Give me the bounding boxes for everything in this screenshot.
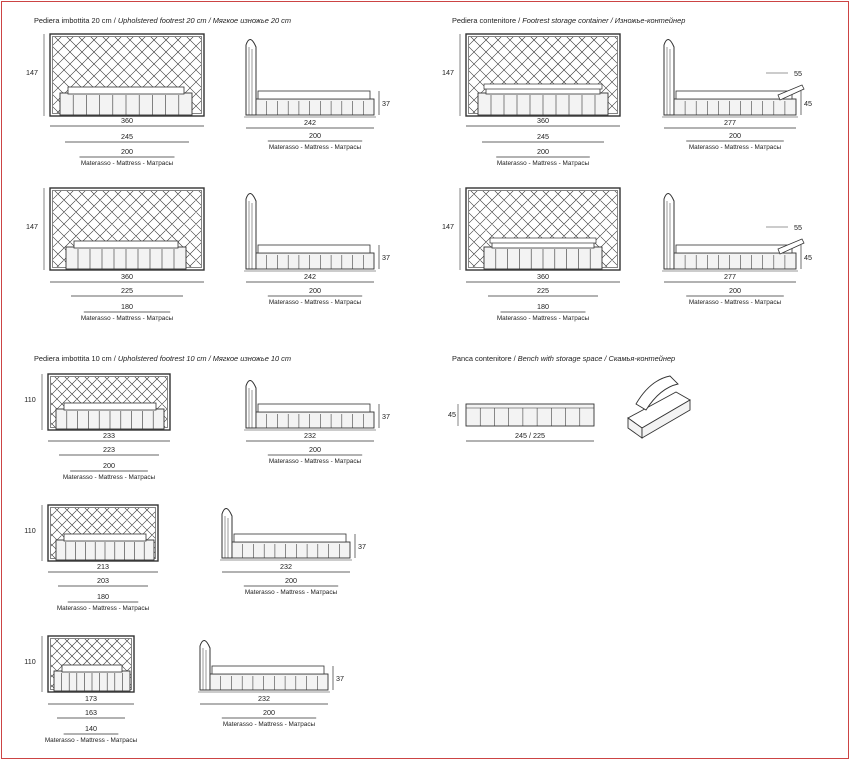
bench-front <box>466 404 594 426</box>
drawing-7-height-label: 110 <box>24 657 36 666</box>
drawing-1-side-length-label: 242 <box>304 118 316 127</box>
drawing-2-side-height-label: 37 <box>382 253 390 262</box>
drawing-2-side-base <box>256 253 374 269</box>
drawing-1-side-headboard <box>246 39 256 115</box>
drawing-2-mattress-caption: Materasso - Mattress - Матрасы <box>80 315 174 322</box>
drawing-4-inner-label: 225 <box>537 286 549 295</box>
drawing-3-inner-label: 245 <box>537 132 549 141</box>
drawing-3-storage-lid <box>484 84 602 89</box>
drawing-5-width-label: 233 <box>103 431 115 440</box>
drawing-4-storage-lid <box>490 238 596 243</box>
drawing-3-side-base <box>674 99 796 115</box>
drawing-3-side-mattress-label: 200 <box>729 131 741 140</box>
drawing-7-side-mattress <box>212 666 324 674</box>
drawing-5-side-mattress-label: 200 <box>309 445 321 454</box>
drawing-4-side-caption: Materasso - Mattress - Матрасы <box>688 299 782 306</box>
drawing-2-side-mattress-label: 200 <box>309 286 321 295</box>
drawing-7-mattress-label: 140 <box>85 724 97 733</box>
section-title-upholstered-20: Pediera imbottita 20 cm / Upholstered footrest 20 cm / Мягкое изножье 20 cm <box>34 16 292 25</box>
drawing-6-front-mattress-top <box>64 534 146 541</box>
drawing-3-side-mattress <box>676 91 792 99</box>
drawing-7-side-headboard <box>200 640 210 690</box>
drawing-7-side-mattress-label: 200 <box>263 708 275 717</box>
bench-height-label: 45 <box>448 410 456 419</box>
drawing-4-mattress-caption: Materasso - Mattress - Матрасы <box>496 315 590 322</box>
drawing-1-side-caption: Materasso - Mattress - Матрасы <box>268 144 362 151</box>
drawing-4-side-length-label: 277 <box>724 272 736 281</box>
section-title-storage: Pediera contenitore / Footrest storage container / Изножье-контейнер <box>452 16 686 25</box>
drawing-4-side-base <box>674 253 796 269</box>
drawing-5-height-label: 110 <box>24 395 36 404</box>
drawing-7-side-caption: Materasso - Mattress - Матрасы <box>222 721 316 728</box>
drawing-2-side-length-label: 242 <box>304 272 316 281</box>
drawing-5-mattress-label: 200 <box>103 461 115 470</box>
drawing-7-width-label: 173 <box>85 694 97 703</box>
drawing-6-width-label: 213 <box>97 562 109 571</box>
drawing-5-side-height-label: 37 <box>382 412 390 421</box>
drawing-6-side-caption: Materasso - Mattress - Матрасы <box>244 589 338 596</box>
drawing-4-height-label: 147 <box>442 222 454 231</box>
drawing-6-side-length-label: 232 <box>280 562 292 571</box>
drawing-3-mattress-caption: Materasso - Mattress - Матрасы <box>496 160 590 167</box>
drawing-3-height-label: 147 <box>442 68 454 77</box>
drawing-7-inner-label: 163 <box>85 708 97 717</box>
drawing-6-height-label: 110 <box>24 526 36 535</box>
drawing-3-side-headboard <box>664 39 674 115</box>
drawing-1-side-mattress <box>258 91 370 99</box>
bench-width-label: 245 / 225 <box>515 431 545 440</box>
drawing-2-inner-label: 225 <box>121 286 133 295</box>
drawing-5-side-base <box>256 412 374 428</box>
drawing-6-side-height-label: 37 <box>358 542 366 551</box>
drawing-1-front-mattress-top <box>68 87 184 94</box>
drawing-1-side-base <box>256 99 374 115</box>
drawing-1-mattress-label: 200 <box>121 147 133 156</box>
drawing-6-inner-label: 203 <box>97 576 109 585</box>
drawing-5-mattress-caption: Materasso - Mattress - Матрасы <box>62 474 156 481</box>
drawing-5-side-mattress <box>258 404 370 412</box>
drawing-7-mattress-caption: Materasso - Mattress - Матрасы <box>44 737 138 744</box>
drawing-4-width-label: 360 <box>537 272 549 281</box>
drawing-4-side-headboard <box>664 193 674 269</box>
drawing-6-mattress-label: 180 <box>97 592 109 601</box>
drawing-4-mattress-label: 180 <box>537 302 549 311</box>
drawing-5-inner-label: 223 <box>103 445 115 454</box>
drawing-7-side-length-label: 232 <box>258 694 270 703</box>
drawing-6-side-mattress-label: 200 <box>285 576 297 585</box>
drawing-1-side-height-label: 37 <box>382 99 390 108</box>
drawing-3-side-length-label: 277 <box>724 118 736 127</box>
drawing-7-side-height-label: 37 <box>336 674 344 683</box>
drawing-7-side-base <box>210 674 328 690</box>
drawing-4-side-lift-label: 55 <box>794 223 802 232</box>
drawing-2-mattress-label: 180 <box>121 302 133 311</box>
drawing-4-side-height-label: 45 <box>804 253 812 262</box>
drawing-5-side-caption: Materasso - Mattress - Матрасы <box>268 458 362 465</box>
drawing-2-width-label: 360 <box>121 272 133 281</box>
drawing-6-mattress-caption: Materasso - Mattress - Матрасы <box>56 605 150 612</box>
drawing-7-front-mattress-top <box>62 665 122 672</box>
drawing-1-mattress-caption: Materasso - Mattress - Матрасы <box>80 160 174 167</box>
drawing-3-side-lift-label: 55 <box>794 69 802 78</box>
drawing-2-side-headboard <box>246 193 256 269</box>
drawing-4-side-mattress-label: 200 <box>729 286 741 295</box>
drawing-1-height-label: 147 <box>26 68 38 77</box>
drawing-3-side-caption: Materasso - Mattress - Матрасы <box>688 144 782 151</box>
drawing-1-inner-label: 245 <box>121 132 133 141</box>
drawing-6-side-headboard <box>222 508 232 558</box>
drawing-4-side-mattress <box>676 245 792 253</box>
section-title-bench: Panca contenitore / Bench with storage space / Скамья-контейнер <box>452 354 676 363</box>
drawing-5-side-length-label: 232 <box>304 431 316 440</box>
drawing-3-width-label: 360 <box>537 116 549 125</box>
drawing-5-side-headboard <box>246 380 256 428</box>
drawing-3-side-height-label: 45 <box>804 99 812 108</box>
drawing-5-front-mattress-top <box>64 403 156 410</box>
drawing-6-side-base <box>232 542 350 558</box>
section-title-upholstered-10: Pediera imbottita 10 cm / Upholstered footrest 10 cm / Мягкое изножье 10 cm <box>34 354 292 363</box>
drawing-3-mattress-label: 200 <box>537 147 549 156</box>
drawing-2-front-mattress-top <box>74 241 178 248</box>
drawing-6-side-mattress <box>234 534 346 542</box>
drawing-1-width-label: 360 <box>121 116 133 125</box>
drawing-2-side-caption: Materasso - Mattress - Матрасы <box>268 299 362 306</box>
drawing-1-side-mattress-label: 200 <box>309 131 321 140</box>
drawing-2-height-label: 147 <box>26 222 38 231</box>
drawing-2-side-mattress <box>258 245 370 253</box>
